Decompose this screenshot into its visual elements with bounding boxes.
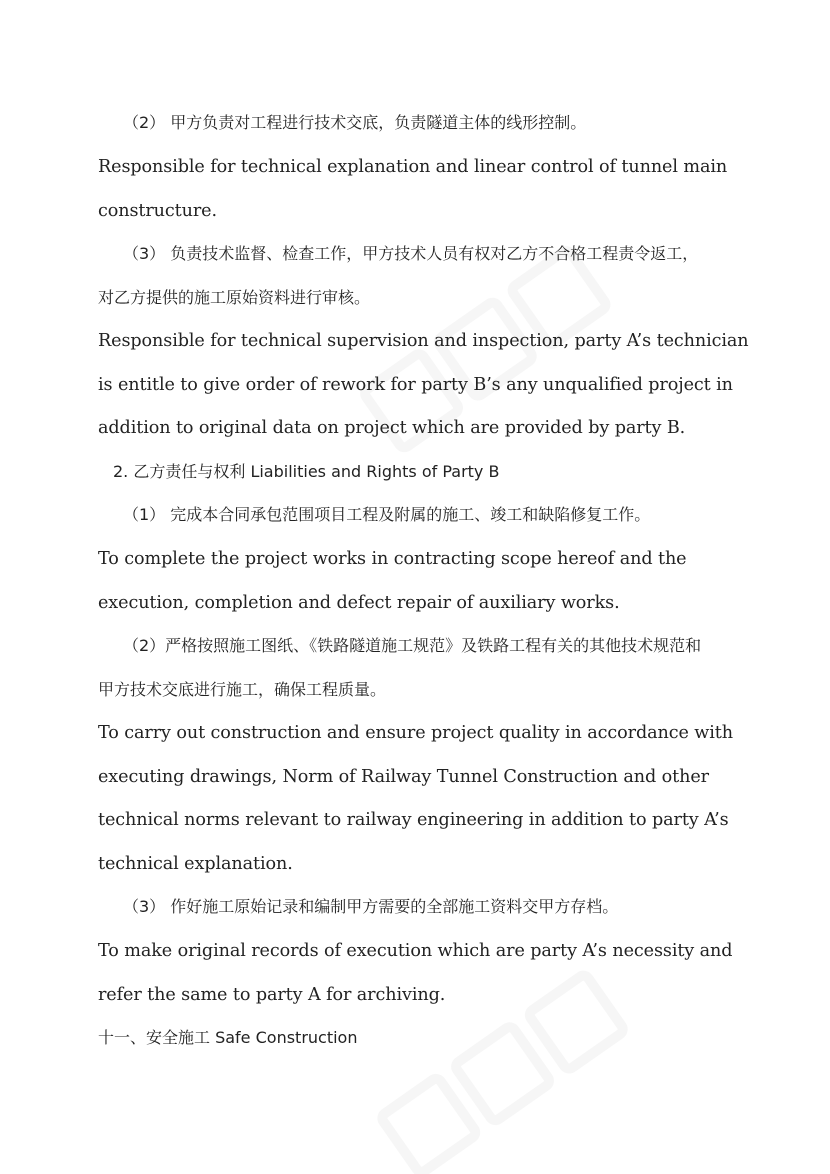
clause-2-en-line-1: Responsible for technical explanation and linear control of tunnel main xyxy=(98,157,728,177)
b-clause-2-zh-line-2: 甲方技术交底进行施工，确保工程质量。 xyxy=(98,680,387,699)
clause-2-en-line-2: constructure. xyxy=(98,201,217,221)
b-clause-2-en-line-3: technical norms relevant to railway engineering in addition to party A’s xyxy=(98,810,729,830)
clause-2-zh: （2） 甲方负责对工程进行技术交底，负责隧道主体的线形控制。 xyxy=(123,113,587,132)
b-clause-3-zh: （3） 作好施工原始记录和编制甲方需要的全部施工资料交甲方存档。 xyxy=(123,897,619,916)
clause-3-en-line-2: is entitle to give order of rework for party B’s any unqualified project in xyxy=(98,375,733,395)
b-clause-1-en-line-1: To complete the project works in contracting scope hereof and the xyxy=(98,549,687,569)
section-heading-safe-construction: 十一、安全施工 Safe Construction xyxy=(98,1028,358,1047)
clause-3-zh-line-2: 对乙方提供的施工原始资料进行审核。 xyxy=(98,288,371,307)
section-heading-party-b: 2. 乙方责任与权利 Liabilities and Rights of Party B xyxy=(113,462,500,481)
b-clause-1-zh: （1） 完成本合同承包范围项目工程及附属的施工、竣工和缺陷修复工作。 xyxy=(123,505,651,524)
b-clause-1-en-line-2: execution, completion and defect repair of auxiliary works. xyxy=(98,593,620,613)
b-clause-2-zh-line-1: （2）严格按照施工图纸、《铁路隧道施工规范》及铁路工程有关的其他技术规范和 xyxy=(123,636,702,655)
clause-3-en-line-3: addition to original data on project which are provided by party B. xyxy=(98,418,686,438)
clause-3-en-line-1: Responsible for technical supervision and inspection, party A’s technician xyxy=(98,331,749,351)
b-clause-3-en-line-2: refer the same to party A for archiving. xyxy=(98,985,446,1005)
b-clause-2-en-line-2: executing drawings, Norm of Railway Tunnel Construction and other xyxy=(98,767,709,787)
clause-3-zh-line-1: （3） 负责技术监督、检查工作，甲方技术人员有权对乙方不合格工程责令返工， xyxy=(123,244,699,263)
b-clause-3-en-line-1: To make original records of execution which are party A’s necessity and xyxy=(98,941,733,961)
b-clause-2-en-line-1: To carry out construction and ensure project quality in accordance with xyxy=(98,723,733,743)
b-clause-2-en-line-4: technical explanation. xyxy=(98,854,293,874)
